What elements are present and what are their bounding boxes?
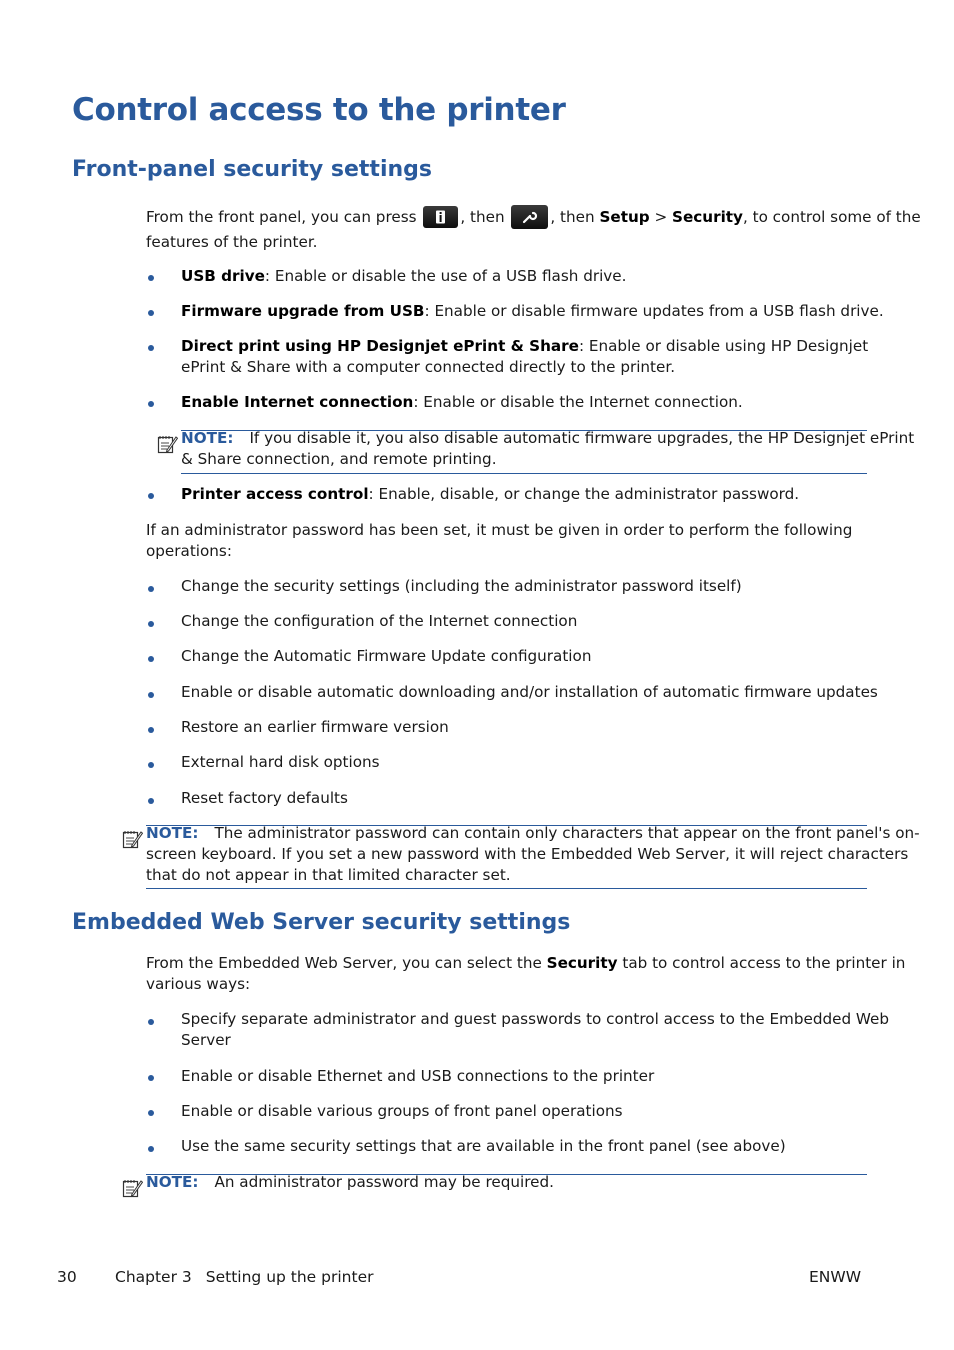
note-pad-icon xyxy=(121,1177,143,1199)
bullet-marker xyxy=(148,1075,154,1081)
bullet-marker xyxy=(148,1019,154,1025)
info-icon xyxy=(423,206,458,228)
intro-paragraph-cont: features of the printer. xyxy=(146,233,318,251)
note-password-chars-cont: that do not appear in that limited character set. xyxy=(146,866,511,884)
ews-intro-paragraph: From the Embedded Web Server, you can select the Security tab to control access to the printer in xyxy=(146,954,906,972)
list-item: External hard disk options xyxy=(181,753,380,771)
bullet-marker xyxy=(148,275,154,281)
bullet-marker xyxy=(148,727,154,733)
list-item: Change the configuration of the Internet connection xyxy=(181,612,578,630)
list-item: Enable or disable various groups of front panel operations xyxy=(181,1102,623,1120)
admin-password-paragraph: If an administrator password has been set, it must be given in order to perform the following xyxy=(146,521,853,539)
list-item-firmware-usb: Firmware upgrade from USB: Enable or disable firmware updates from a USB flash drive. xyxy=(181,302,884,320)
bullet-marker xyxy=(148,656,154,662)
list-item: Restore an earlier firmware version xyxy=(181,718,449,736)
note-pad-icon xyxy=(156,433,178,455)
list-item: Enable or disable automatic downloading and/or installation of automatic firmware updates xyxy=(181,683,878,701)
bullet-marker xyxy=(148,345,154,351)
list-item-access-control: Printer access control: Enable, disable, or change the administrator password. xyxy=(181,485,800,503)
list-item: Use the same security settings that are available in the front panel (see above) xyxy=(181,1137,786,1155)
section-heading-front-panel: Front-panel security settings xyxy=(72,157,432,182)
note-bottom-rule xyxy=(181,473,867,474)
ews-intro-paragraph-cont: various ways: xyxy=(146,975,251,993)
page-number: 30 xyxy=(57,1268,77,1286)
note-bottom-rule xyxy=(146,888,867,889)
admin-password-paragraph-cont: operations: xyxy=(146,542,232,560)
note-internet-cont: & Share connection, and remote printing. xyxy=(181,450,497,468)
note-pad-icon xyxy=(121,828,143,850)
footer-locale: ENWW xyxy=(809,1268,862,1286)
bullet-marker xyxy=(148,692,154,698)
note-internet: NOTE: If you disable it, you also disable automatic firmware upgrades, the HP Designjet ePrint xyxy=(181,429,915,447)
bullet-marker xyxy=(148,762,154,768)
bullet-marker xyxy=(148,1146,154,1152)
list-item: Specify separate administrator and guest passwords to control access to the Embedded Web xyxy=(181,1010,890,1028)
list-item-usb-drive: USB drive: Enable or disable the use of a USB flash drive. xyxy=(181,267,627,285)
bullet-marker xyxy=(148,621,154,627)
bullet-marker xyxy=(148,586,154,592)
list-item-direct-print-cont: ePrint & Share with a computer connected directly to the printer. xyxy=(181,358,676,376)
section-heading-ews: Embedded Web Server security settings xyxy=(72,910,571,935)
intro-paragraph: From the front panel, you can press , then , then Setup > Security, to control some of the xyxy=(146,205,866,229)
footer-chapter: Chapter 3 Setting up the printer xyxy=(115,1268,374,1286)
bullet-marker xyxy=(148,493,154,499)
list-item: Enable or disable Ethernet and USB connections to the printer xyxy=(181,1067,655,1085)
page-title: Control access to the printer xyxy=(72,92,566,128)
note-admin-required: NOTE: An administrator password may be required. xyxy=(146,1173,554,1191)
list-item-internet: Enable Internet connection: Enable or disable the Internet connection. xyxy=(181,393,743,411)
note-password-chars: NOTE: The administrator password can contain only characters that appear on the front panel's on- xyxy=(146,824,920,842)
list-item-direct-print: Direct print using HP Designjet ePrint & Share: Enable or disable using HP Designjet xyxy=(181,337,869,355)
bullet-marker xyxy=(148,1110,154,1116)
list-item: Reset factory defaults xyxy=(181,789,348,807)
list-item: Change the Automatic Firmware Update configuration xyxy=(181,647,592,665)
bullet-marker xyxy=(148,798,154,804)
wrench-icon xyxy=(511,205,548,229)
list-item: Change the security settings (including the administrator password itself) xyxy=(181,577,742,595)
list-item-cont: Server xyxy=(181,1031,231,1049)
bullet-marker xyxy=(148,310,154,316)
bullet-marker xyxy=(148,401,154,407)
note-password-chars-cont: screen keyboard. If you set a new password with the Embedded Web Server, it will reject characters xyxy=(146,845,909,863)
